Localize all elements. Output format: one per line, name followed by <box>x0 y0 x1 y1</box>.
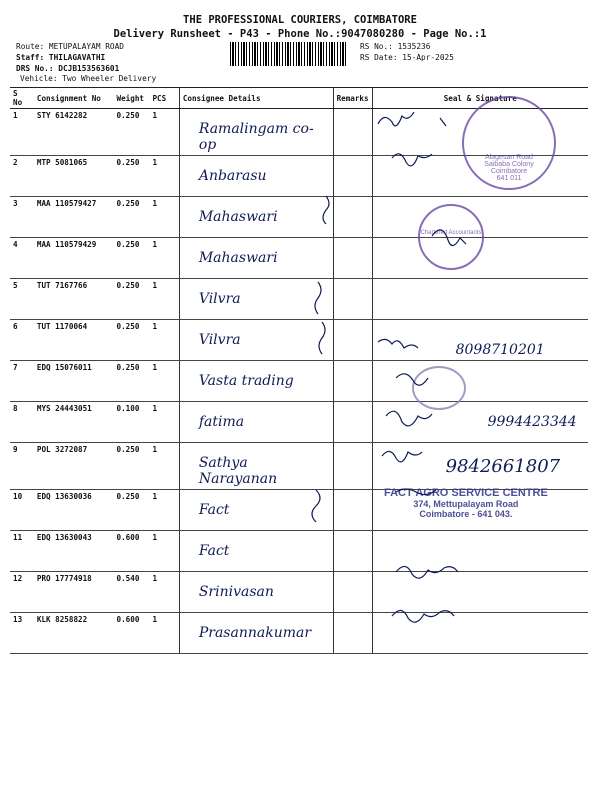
col-pcs: PCS <box>149 88 179 109</box>
staff-line: Staff: THILAGAVATHI <box>16 53 106 62</box>
route-line: Route: METUPALAYAM ROAD <box>16 42 124 51</box>
vehicle-value: Two Wheeler Delivery <box>62 74 157 83</box>
drs-value: DCJB153563601 <box>58 64 120 73</box>
rs-date-value: 15-Apr-2025 <box>402 53 454 62</box>
col-weight: Weight <box>114 88 150 109</box>
consignee-handwriting: Fact <box>198 543 230 559</box>
signature-note: 9994423344 <box>487 414 577 430</box>
col-seal-signature: Seal & Signature <box>372 88 588 109</box>
table-row: 8 MYS 24443051 0.100 1 fatima 9994423344 <box>10 402 588 443</box>
table-row: 3 MAA 110579427 0.250 1 Mahaswari <box>10 197 588 238</box>
consignee-handwriting: Anbarasu <box>198 168 267 184</box>
staff-value: THILAGAVATHI <box>48 53 106 62</box>
fact-stamp: FACT AGRO SERVICE CENTRE 374, Mettupalayam Road Coimbatore - 641 043. <box>384 487 548 519</box>
table-row: 4 MAA 110579429 0.250 1 Mahaswari <box>10 238 588 279</box>
runsheet-title: Delivery Runsheet - P43 - Phone No.:9047080280 - Page No.:1 <box>113 28 487 40</box>
consignee-handwriting: Mahaswari <box>198 250 278 266</box>
table-row: 2 MTP 5081065 0.250 1 Anbarasu <box>10 156 588 197</box>
consignee-handwriting: Prasannakumar <box>198 625 312 641</box>
signature-note: 9842661807 <box>445 455 561 477</box>
rs-no-line: RS No.: 1535236 <box>360 42 431 51</box>
route-value: METUPALAYAM ROAD <box>48 42 124 51</box>
consignee-handwriting: Ramalingam co-op <box>198 121 314 153</box>
signature-note: 8098710201 <box>455 342 545 358</box>
consignee-handwriting: Mahaswari <box>198 209 278 225</box>
col-consignee: Consignee Details <box>179 88 333 109</box>
col-sno: S No <box>10 88 34 109</box>
table-row: 13 KLK 8258822 0.600 1 Prasannakumar <box>10 613 588 654</box>
ca-seal-stamp: Chartered Accountants <box>418 204 484 270</box>
consignee-handwriting: Fact <box>198 502 230 518</box>
round-seal-stamp: Alagesan Road Saibaba Colony Coimbatore 641 011 <box>462 96 556 190</box>
consignee-handwriting: Vilvra <box>198 291 241 307</box>
table-row: 12 PRO 17774918 0.540 1 Srinivasan <box>10 572 588 613</box>
consignee-handwriting: Vilvra <box>198 332 241 348</box>
consignee-handwriting: Vasta trading <box>198 373 294 389</box>
rs-no-value: 1535236 <box>397 42 431 51</box>
table-row: 11 EDQ 13630043 0.600 1 Fact <box>10 531 588 572</box>
rs-date-line: RS Date: 15-Apr-2025 <box>360 53 454 62</box>
table-row: 9 POL 3272087 0.250 1 Sathya Narayanan 9842661807 <box>10 443 588 490</box>
col-remarks: Remarks <box>333 88 372 109</box>
barcode <box>230 42 348 66</box>
drs-line: DRS No.: DCJB153563601 <box>16 64 120 73</box>
vehicle-line: Vehicle: Two Wheeler Delivery <box>20 74 157 83</box>
table-row: 6 TUT 1170064 0.250 1 Vilvra 8098710201 <box>10 320 588 361</box>
table-row: 7 EDQ 15076011 0.250 1 Vasta trading <box>10 361 588 402</box>
consignee-handwriting: Srinivasan <box>198 584 274 600</box>
faint-seal-stamp <box>412 366 466 410</box>
col-consignment: Consignment No <box>34 88 114 109</box>
table-row: 1 STY 6142282 0.250 1 Ramalingam co-op <box>10 109 588 156</box>
company-title: THE PROFESSIONAL COURIERS, COIMBATORE <box>183 14 417 26</box>
consignee-handwriting: Sathya Narayanan <box>198 455 278 487</box>
table-row: 5 TUT 7167766 0.250 1 Vilvra <box>10 279 588 320</box>
consignee-handwriting: fatima <box>198 414 245 430</box>
table-row: 10 EDQ 13630036 0.250 1 Fact <box>10 490 588 531</box>
